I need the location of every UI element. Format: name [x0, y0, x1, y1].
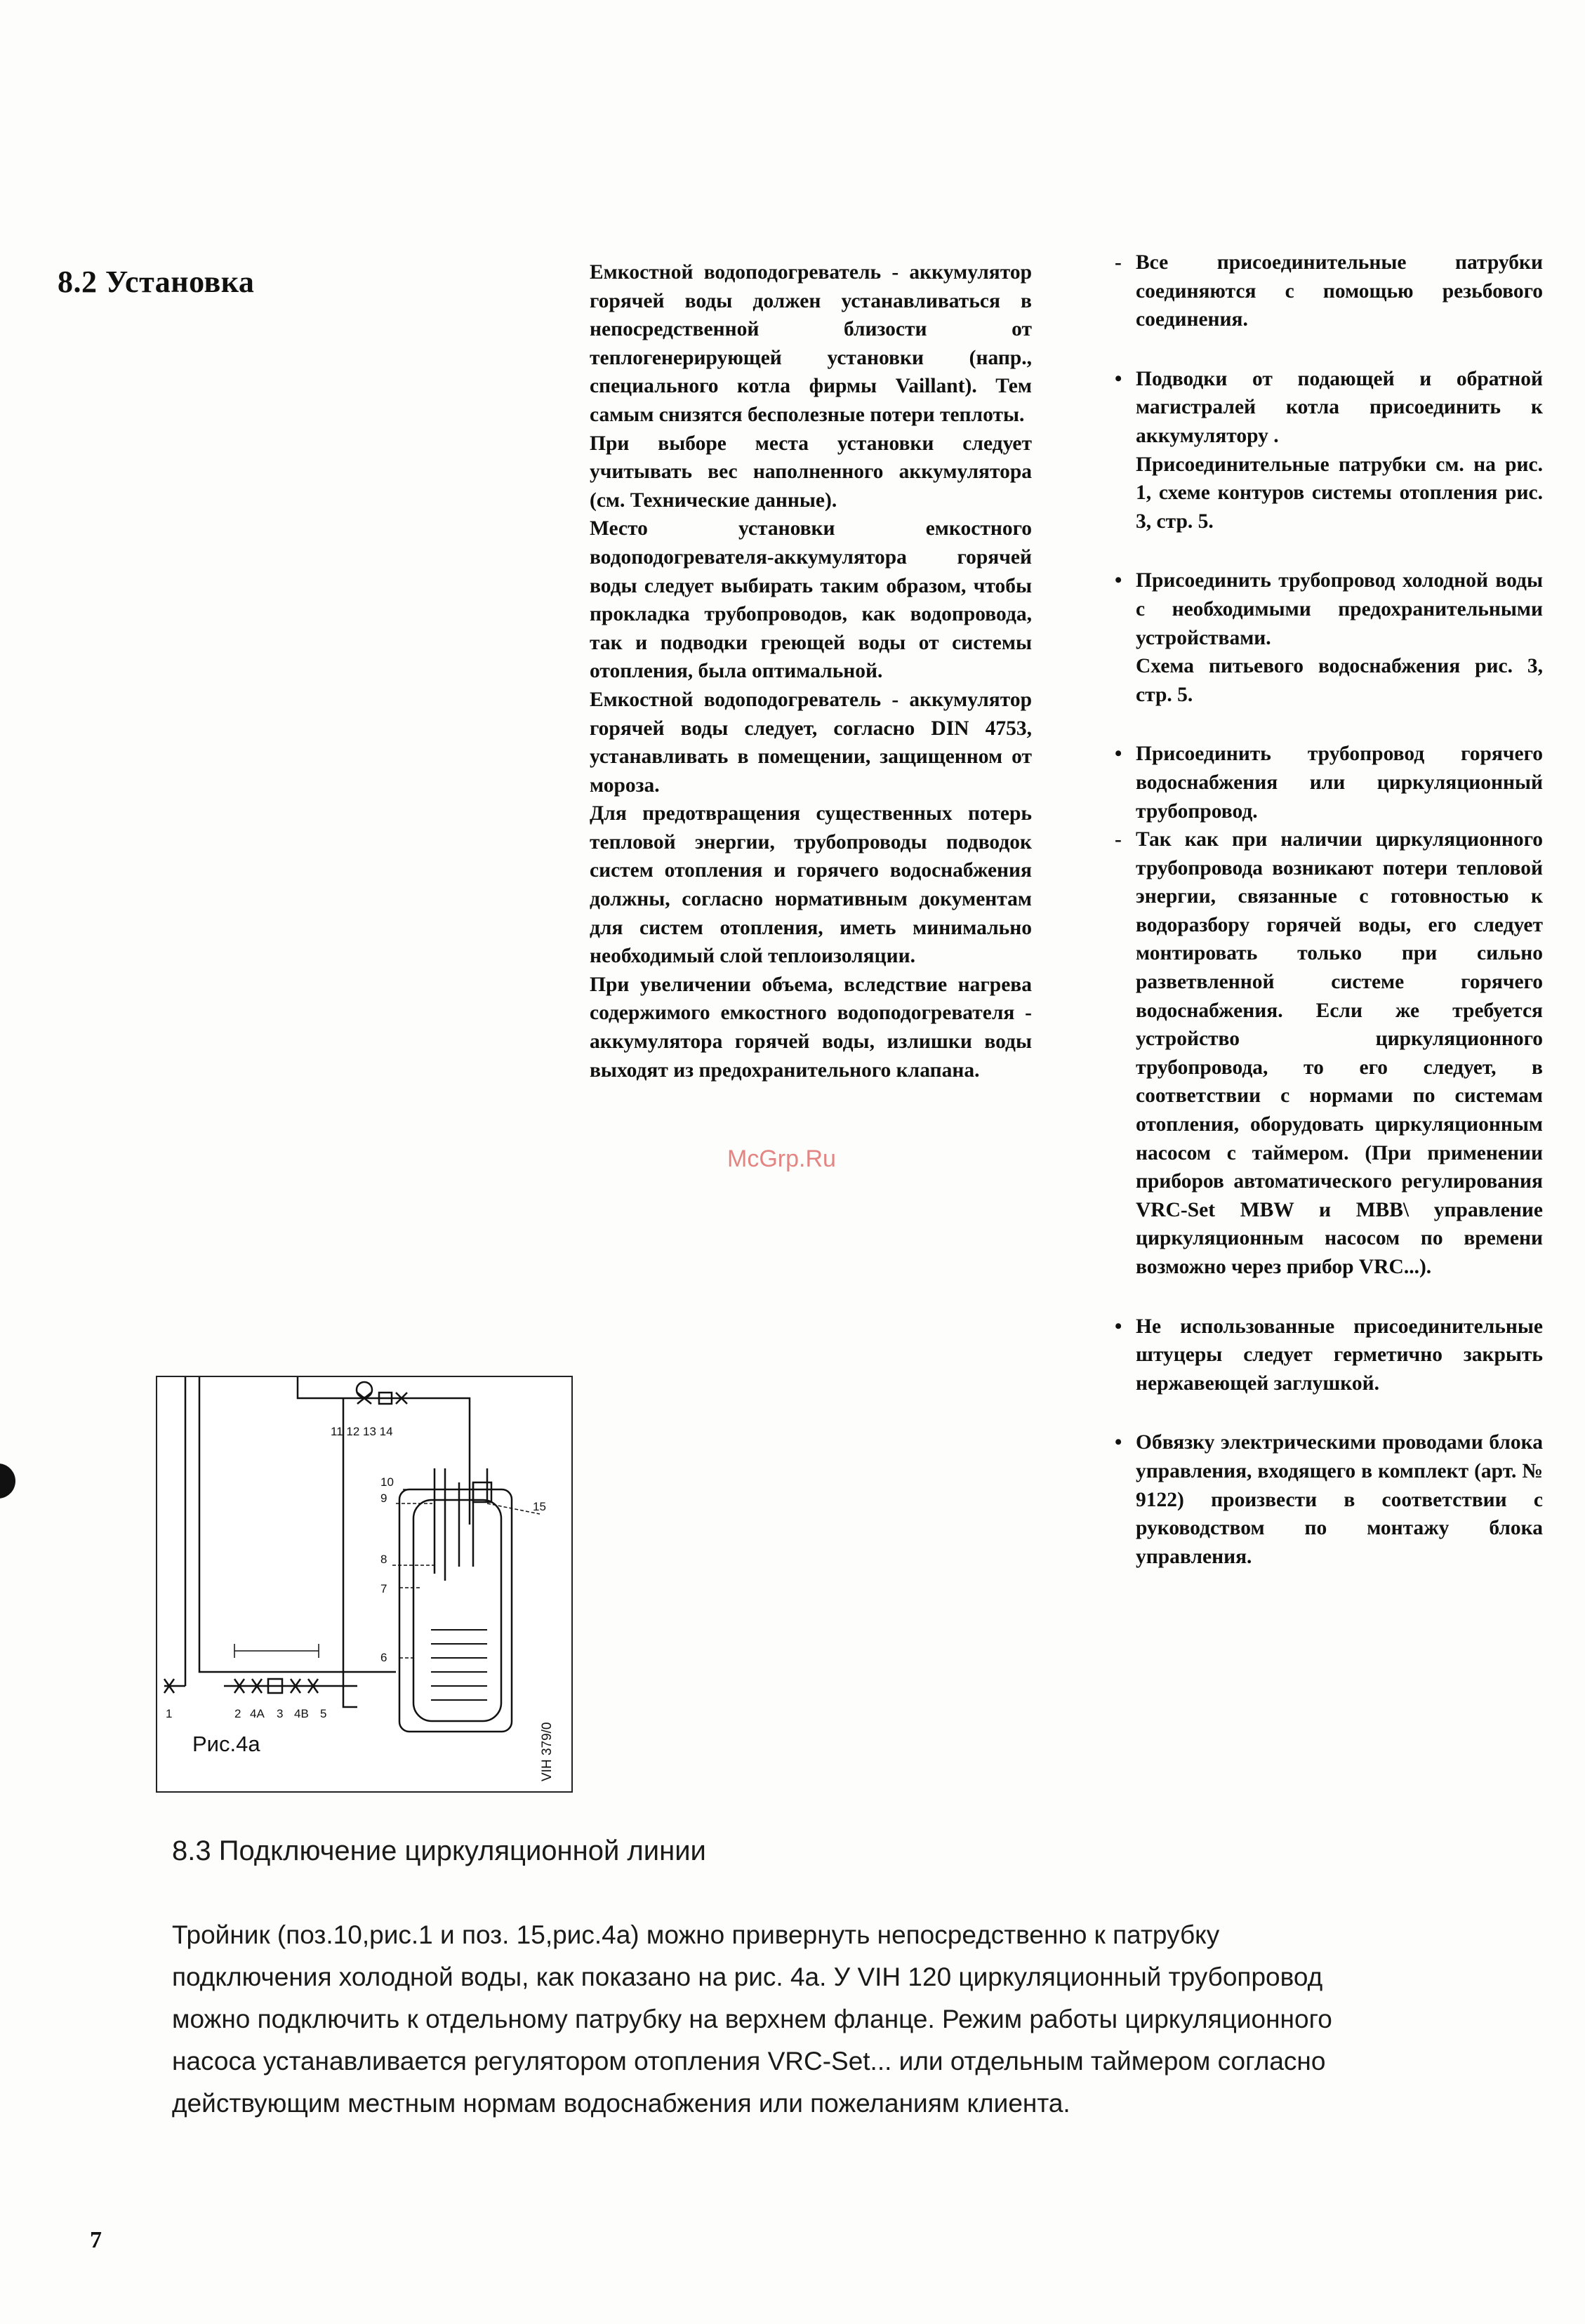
install-text-column	[590, 258, 1032, 1084]
gauge-icon	[357, 1382, 372, 1397]
text-line: подключения холодной воды, как показано на рис. 4а. У VIH 120 циркуляционный трубопровод	[172, 1963, 1323, 1991]
item-text: Обвязку электрическими проводами блока управления, входящего в комплект (арт. № 9122) произвести в соответствии с руководством по монтажу блока управления.	[1136, 1431, 1543, 1568]
item-text: Подводки от подающей и обратной магистралей котла присоединить к аккумулятору .	[1136, 367, 1543, 447]
cold-water-pipe	[199, 1377, 396, 1672]
figure-caption: Рис.4а	[192, 1732, 260, 1756]
scan-mark	[0, 1463, 15, 1499]
text-line: действующим местным нормам водоснабжения или пожеланиям клиента.	[172, 2089, 1070, 2118]
label-4a: 4A	[250, 1707, 265, 1720]
label-top: 11 12 13 14	[331, 1425, 393, 1438]
piping-diagram	[157, 1377, 571, 1791]
list-item	[1115, 825, 1543, 1282]
label-9: 9	[380, 1492, 387, 1505]
paragraph: Для предотвращения существенных потерь тепловой энергии, трубопроводы подводок систем отопления и горячего водоснабжения должны, согласно нормативным документам для систем отопления, иметь минимально необходимый слой теплоизоляции.	[590, 802, 1032, 968]
circulation-paragraph	[172, 1914, 1569, 2125]
list-item	[1115, 1313, 1543, 1398]
label-8: 8	[380, 1553, 387, 1566]
label-7: 7	[380, 1582, 387, 1595]
tank-inner	[413, 1500, 501, 1721]
heat-exchanger-coil	[431, 1630, 487, 1700]
label-3: 3	[277, 1707, 284, 1720]
item-text: Схема питьевого водоснабжения рис. 3, стр. 5.	[1136, 655, 1543, 706]
bullet-marker: •	[1115, 569, 1122, 592]
label-4b: 4B	[294, 1707, 309, 1720]
list-item	[1115, 566, 1543, 709]
section-heading: 8.2 Установка	[58, 265, 255, 299]
item-text: Не использованные присоединительные штуцеры следует герметично закрыть нержавеющей заглушкой.	[1136, 1315, 1543, 1395]
bullet-marker: •	[1115, 1315, 1122, 1338]
page-number: 7	[90, 2227, 102, 2253]
watermark: McGrp.Ru	[727, 1146, 836, 1172]
item-text: Так как при наличии циркуляционного трубопровода возникают потери тепловой энергии, связанные с готовностью к водоразбору горячей воды, его следует монтировать только при сильно разветвленной системе горячего водоснабжения. Если же требуется устройство циркуляционного трубопровода, то его следует, в соответствии с нормами по системам отопления, оборудовать циркуляционным насосом с таймером. (При применении приборов автоматического регулирования VRC-Set MBW и MBB\ управление циркуляционным насосом по времени возможно через прибор VRC...).	[1136, 828, 1543, 1278]
supply-pipe	[164, 1377, 185, 1686]
item-text: Все присоединительные патрубки соединяются с помощью резьбового соединения.	[1136, 251, 1543, 331]
dash-marker: -	[1115, 251, 1122, 274]
dimension-line	[234, 1644, 319, 1658]
figure-4a	[156, 1376, 573, 1793]
instructions-column	[1115, 248, 1543, 1602]
label-10: 10	[380, 1475, 394, 1489]
label-5: 5	[320, 1707, 327, 1720]
text-line: Тройник (поз.10,рис.1 и поз. 15,рис.4а) можно привернуть непосредственно к патрубку	[172, 1920, 1220, 1949]
vertical-pipe	[343, 1398, 357, 1707]
bullet-marker: •	[1115, 743, 1122, 766]
list-item	[1115, 740, 1543, 825]
label-6: 6	[380, 1651, 387, 1664]
bullet-marker: •	[1115, 367, 1122, 390]
paragraph: При выборе места установки следует учитывать вес наполненного аккумулятора (см. Технические данные).	[590, 432, 1032, 512]
bullet-marker: •	[1115, 1431, 1122, 1454]
dash-marker: -	[1115, 828, 1122, 851]
tank-tubes	[435, 1468, 487, 1581]
label-15: 15	[533, 1500, 546, 1513]
paragraph: При увеличении объема, вследствие нагрева содержимого емкостного водоподогревателя - аккумулятора горячей воды, излишки воды выходят из предохранительного клапана.	[590, 973, 1032, 1082]
section-heading: 8.3 Подключение циркуляционной линии	[172, 1835, 706, 1866]
text-line: можно подключить к отдельному патрубку на верхнем фланце. Режим работы циркуляционного	[172, 2005, 1332, 2033]
list-item	[1115, 1428, 1543, 1571]
list-item	[1115, 248, 1543, 334]
paragraph: Емкостной водоподогреватель - аккумулятор горячей воды должен устанавливаться в непосредственной близости от теплогенерирующей установки (напр., специального котла фирмы Vaillant). Тем самым снизятся бесполезные потери теплоты.	[590, 261, 1032, 426]
item-text: Присоединительные патрубки см. на рис. 1, схеме контуров системы отопления рис. 3, стр. 5.	[1136, 453, 1543, 533]
paragraph: Место установки емкостного водоподогревателя-аккумулятора горячей воды следует выбирать таким образом, чтобы прокладка трубопроводов, как водопровода, так и подводки греющей воды от системы отопления, была оптимальной.	[590, 517, 1032, 683]
item-text: Присоединить трубопровод холодной воды с необходимыми предохранительными устройствами.	[1136, 569, 1543, 649]
text-line: насоса устанавливается регулятором отопления VRC-Set... или отдельным таймером согласно	[172, 2047, 1326, 2076]
paragraph: Емкостной водоподогреватель - аккумулятор горячей воды следует, согласно DIN 4753, устанавливать в помещении, защищенном от мороза.	[590, 688, 1032, 797]
item-text: Присоединить трубопровод горячего водоснабжения или циркуляционный трубопровод.	[1136, 743, 1543, 823]
tank-casing	[399, 1489, 512, 1732]
figure-code: VIH 379/0	[540, 1722, 555, 1781]
label-1: 1	[166, 1707, 173, 1720]
label-2: 2	[234, 1707, 241, 1720]
list-item	[1115, 365, 1543, 536]
